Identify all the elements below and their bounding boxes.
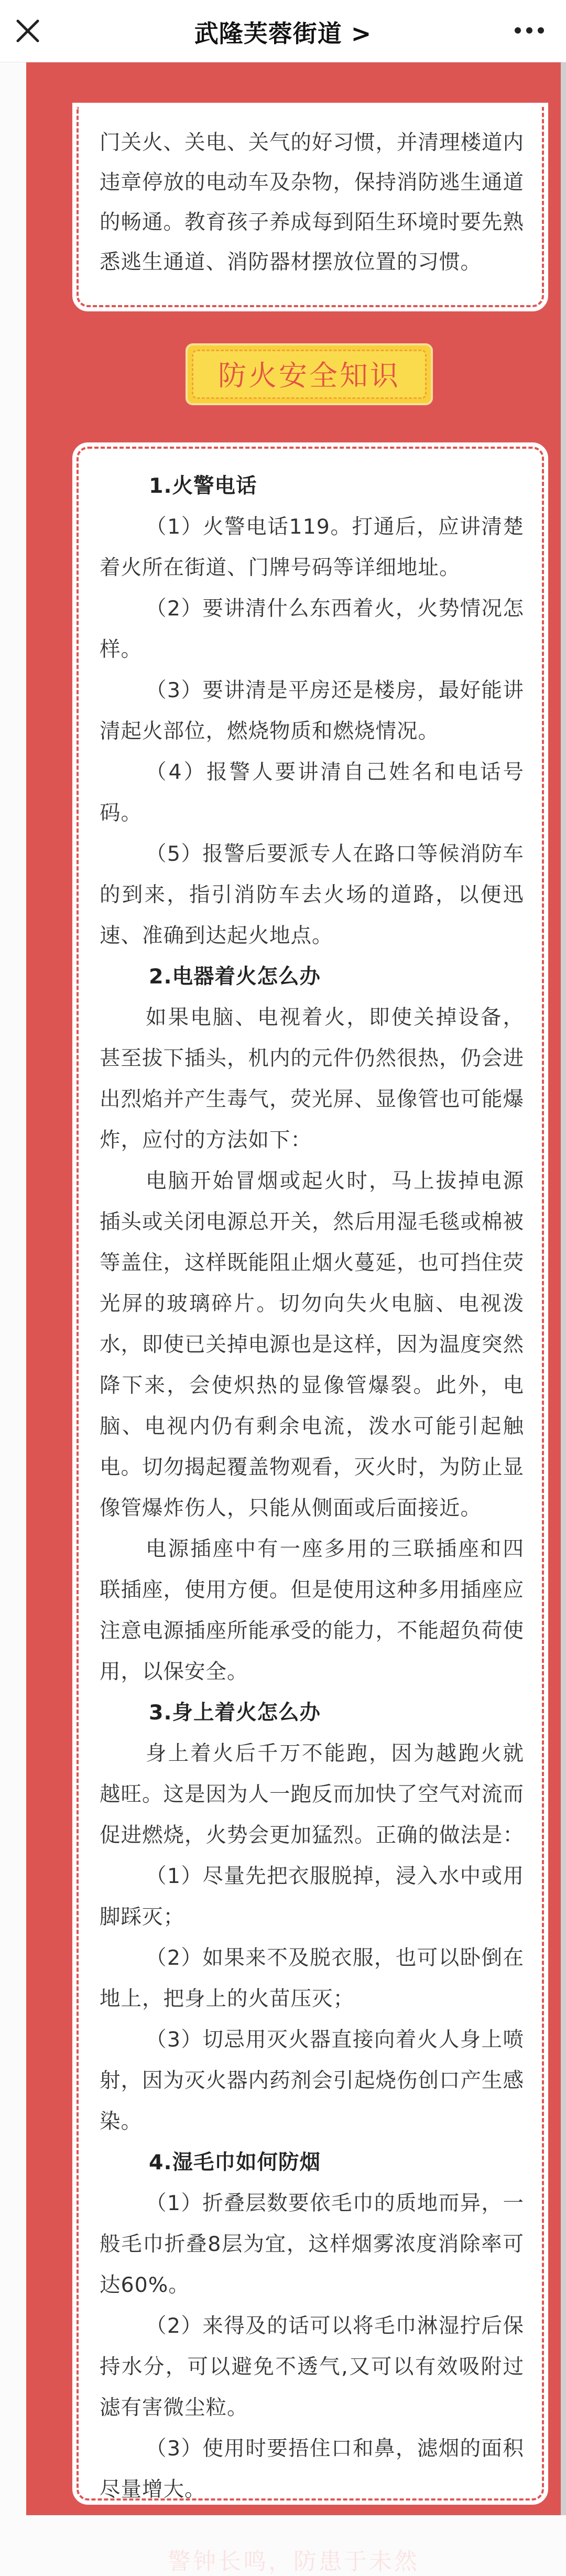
content-paragraph: （1）火警电话119。打通后，应讲清楚着火所在街道、门牌号码等详细地址。: [100, 515, 524, 580]
more-button[interactable]: [508, 15, 550, 46]
section-heading-badge: [186, 343, 433, 405]
content-paragraph: （3）切忌用灭火器直接向着火人身上喷射，因为灭火器内药剂会引起烧伤创口产生感染。: [100, 2028, 524, 2134]
content-paragraph: （2）来得及的话可以将毛巾淋湿拧后保持水分，可以避免不透气,又可以有效吸附过滤有害微尘粒。: [100, 2314, 524, 2420]
section-subheading: 1.火警电话: [149, 474, 257, 498]
intro-line: 的畅通。教育孩子养成每到陌生环境时要先熟: [100, 210, 524, 234]
section-subheading: 4.湿毛巾如何防烟: [149, 2150, 321, 2174]
more-dots-icon: [508, 15, 550, 46]
content-paragraph: 电脑开始冒烟或起火时，马上拔掉电源插头或关闭电源总开关，然后用湿毛毯或棉被等盖住，这样既能阻止烟火蔓延，也可挡住荧光屏的玻璃碎片。切勿向失火电脑、电视泼水，即使已关掉电源也是这样，因为温度突然降下来，会使炽热的显像管爆裂。此外，电脑、电视内仍有剩余电流，泼水可能引起触电。切勿揭起覆盖物观看，灭火时，为防止显像管爆炸伤人，只能从侧面或后面接近。: [100, 1169, 524, 1520]
content-paragraph: 电源插座中有一座多用的三联插座和四联插座，使用方便。但是使用这种多用插座应注意电源插座所能承受的能力，不能超负荷使用，以保安全。: [100, 1537, 524, 1684]
footer-slogan: 警钟长鸣，防患于未然: [168, 2548, 419, 2575]
intro-line: 悉逃生通道、消防器材摆放位置的习惯。: [100, 250, 482, 274]
top-bar: [0, 0, 566, 62]
section-subheading: 2.电器着火怎么办: [149, 965, 321, 989]
page-title[interactable]: 武隆芙蓉街道 >: [194, 19, 372, 48]
section-heading: 防火安全知识: [218, 359, 400, 392]
content-paragraph: （1）折叠层数要依毛巾的质地而异，一般毛巾折叠8层为宜，这样烟雾浓度消除率可达60%。: [100, 2191, 524, 2297]
intro-line: 门关火、关电、关气的好习惯，并清理楼道内: [100, 131, 524, 155]
scrollbar-track[interactable]: [561, 62, 566, 2515]
intro-line: 违章停放的电动车及杂物，保持消防逃生通道: [100, 170, 524, 194]
knowledge-content: [100, 466, 524, 2510]
content-paragraph: 身上着火后千万不能跑，因为越跑火就越旺。这是因为人一跑反而加快了空气对流而促进燃烧，火势会更加猛烈。正确的做法是：: [100, 1741, 524, 1847]
content-paragraph: （2）如果来不及脱衣服，也可以卧倒在地上，把身上的火苗压灭；: [100, 1946, 524, 2011]
intro-paragraph: [100, 123, 524, 282]
article-body[interactable]: [26, 62, 561, 2575]
section-subheading: 3.身上着火怎么办: [149, 1701, 321, 1725]
content-paragraph: （1）尽量先把衣服脱掉，浸入水中或用脚踩灭；: [100, 1864, 524, 1929]
content-paragraph: （4）报警人要讲清自己姓名和电话号码。: [100, 760, 524, 825]
content-paragraph: （5）报警后要派专人在路口等候消防车的到来，指引消防车去火场的道路，以便迅速、准确到达起火地点。: [100, 842, 524, 948]
content-paragraph: （2）要讲清什么东西着火，火势情况怎样。: [100, 597, 524, 662]
content-paragraph: 如果电脑、电视着火，即使关掉设备，甚至拔下插头，机内的元件仍然很热，仍会进出烈焰并产生毒气，荧光屏、显像管也可能爆炸，应付的方法如下：: [100, 1005, 524, 1152]
content-paragraph: （3）使用时要捂住口和鼻，滤烟的面积尽量增大。: [100, 2437, 524, 2502]
content-paragraph: （3）要讲清是平房还是楼房，最好能讲清起火部位，燃烧物质和燃烧情况。: [100, 678, 524, 743]
